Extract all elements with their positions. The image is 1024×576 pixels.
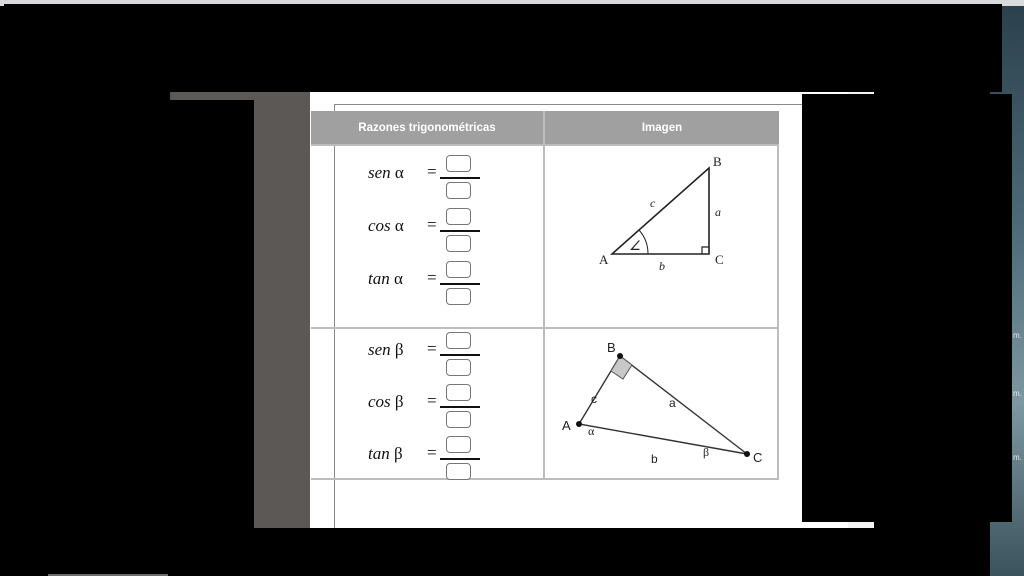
numerator-input[interactable] [446,332,471,349]
vertex-label-b: B [713,154,722,169]
fn-name: cos [368,392,391,411]
fraction-bar [440,406,480,408]
vertex-label-b: B [607,340,616,355]
side-label-b: b [659,259,665,273]
redacted-area-left [0,100,254,576]
vertex-label-a: A [599,252,609,267]
vertex-label-c: C [753,450,763,465]
redacted-area-top [4,4,1002,92]
triangle-outline [579,356,747,454]
side-mark: m. [1013,389,1022,398]
numerator-input[interactable] [446,261,471,278]
equals-sign: = [427,162,437,181]
fraction-bar [440,230,480,232]
angle-symbol: β [394,340,404,359]
vertex-point-a [576,421,582,427]
page-top-line [334,104,804,105]
fn-name: sen [368,163,391,182]
fn-name: cos [368,216,391,235]
side-label-a: a [715,205,721,219]
numerator-input[interactable] [446,155,471,172]
formula-sen-beta [368,330,488,370]
numerator-input[interactable] [446,436,471,453]
denominator-input[interactable] [446,359,471,376]
equals-sign: = [427,339,437,358]
equals-sign: = [427,215,437,234]
viewer-background-top [170,92,254,100]
side-mark: m. [1013,453,1022,462]
right-angle-mark [611,356,632,379]
formula-tan-beta [368,434,488,474]
side-label-c: c [591,392,597,406]
angle-symbol: β [394,392,404,411]
fraction-bar [440,458,480,460]
triangle-figure-alpha [545,146,777,327]
equals-sign: = [427,443,437,462]
table-border-bottom [311,478,779,480]
redacted-area-right [802,94,1012,522]
side-label-b: b [651,452,658,466]
denominator-input[interactable] [446,182,471,199]
angle-label-beta: β [703,445,710,459]
fn-name: sen [368,340,391,359]
denominator-input[interactable] [446,463,471,480]
vertex-point-c [744,451,750,457]
numerator-input[interactable] [446,208,471,225]
vertex-point-b [617,353,623,359]
triangle-figure-beta [545,329,777,478]
angle-symbol: β [393,444,403,463]
angle-symbol: α [394,216,404,235]
formula-cos-alpha [368,206,488,246]
vertex-label-a: A [562,418,571,433]
side-mark: m. [1013,331,1022,340]
side-label-c: c [650,196,656,210]
triangle-outline [612,168,709,254]
equals-sign: = [427,268,437,287]
angle-symbol: α [393,269,403,288]
formula-sen-alpha [368,153,488,193]
trig-ratios-table [311,111,779,480]
header-imagen: Imagen [545,111,779,144]
vertex-label-c: C [715,252,724,267]
fn-name: tan [368,269,390,288]
angle-label: ∠ [629,238,641,253]
numerator-input[interactable] [446,384,471,401]
fraction-bar [440,354,480,356]
side-label-a: a [669,396,676,410]
equals-sign: = [427,391,437,410]
header-razones: Razones trigonométricas [311,111,543,144]
denominator-input[interactable] [446,288,471,305]
fraction-bar [440,177,480,179]
fraction-bar [440,283,480,285]
denominator-input[interactable] [446,411,471,428]
angle-symbol: α [394,163,404,182]
viewer-background [254,92,310,528]
formula-cos-beta [368,382,488,422]
table-border-right [777,144,779,480]
redacted-area-bottom [0,528,990,576]
formula-tan-alpha [368,259,488,299]
right-angle-mark [702,247,709,254]
angle-label-alpha: α [588,424,595,438]
fn-name: tan [368,444,390,463]
denominator-input[interactable] [446,235,471,252]
